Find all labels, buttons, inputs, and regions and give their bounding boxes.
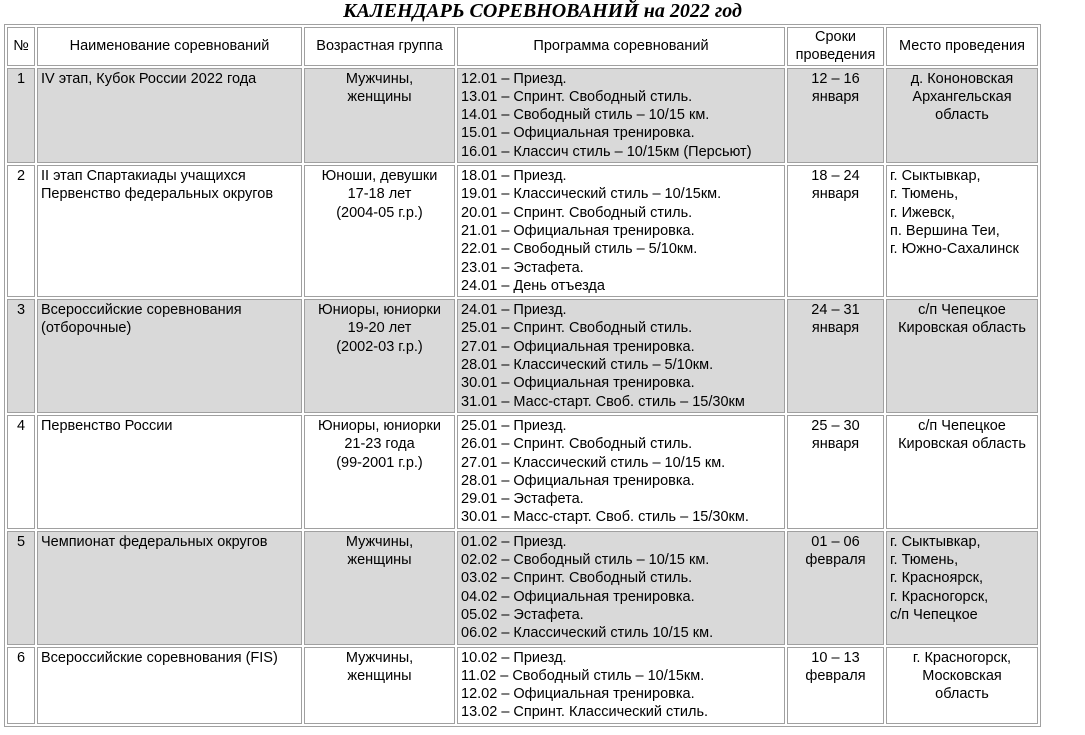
age-group-line: женщины <box>347 552 412 569</box>
program-line: 29.01 – Эстафета. <box>461 491 584 508</box>
competition-dates <box>787 299 884 413</box>
dates-line: 24 – 31 <box>811 302 860 319</box>
age-group-line: Мужчины, <box>345 70 414 87</box>
competition-dates <box>787 165 884 297</box>
program-line: 10.02 – Приезд. <box>461 649 567 666</box>
program-line: 31.01 – Масс-старт. Своб. стиль – 15/30км <box>461 393 745 410</box>
place-line: п. Вершина Теи, <box>890 222 1000 239</box>
dates-line: февраля <box>805 552 866 569</box>
competition-place <box>886 531 1038 645</box>
table-row <box>7 647 1038 724</box>
age-group-line: Юноши, девушки <box>321 168 438 185</box>
row-number: 5 <box>7 531 35 645</box>
page-title: КАЛЕНДАРЬ СОРЕВНОВАНИЙ на 2022 год <box>343 0 742 22</box>
program-line: 30.01 – Масс-старт. Своб. стиль – 15/30км. <box>461 509 749 526</box>
program-line: 12.02 – Официальная тренировка. <box>461 686 695 703</box>
competition-program <box>457 531 785 645</box>
age-group <box>304 531 455 645</box>
place-line: с/п Чепецкое <box>918 417 1006 434</box>
age-group-line: (2004-05 г.р.) <box>336 204 423 221</box>
competition-dates <box>787 415 884 529</box>
table-row <box>7 415 1038 529</box>
competition-program <box>457 68 785 163</box>
program-line: 21.01 – Официальная тренировка. <box>461 222 695 239</box>
program-line: 14.01 – Свободный стиль – 10/15 км. <box>461 107 710 124</box>
competition-program <box>457 299 785 413</box>
competition-program <box>457 647 785 724</box>
age-group <box>304 68 455 163</box>
program-line: 26.01 – Спринт. Свободный стиль. <box>461 436 693 453</box>
program-line: 28.01 – Классический стиль – 5/10км. <box>461 357 714 374</box>
competition-dates <box>787 647 884 724</box>
header-dates: Сроки проведения <box>787 27 884 66</box>
competition-program <box>457 415 785 529</box>
place-line: Кировская область <box>898 436 1026 453</box>
table-row <box>7 68 1038 163</box>
program-line: 11.02 – Свободный стиль – 10/15км. <box>461 667 705 684</box>
competition-name: II этап Спартакиады учащихся Первенство федеральных округов <box>37 165 302 297</box>
competition-dates <box>787 68 884 163</box>
program-line: 03.02 – Спринт. Свободный стиль. <box>461 570 693 587</box>
program-line: 13.02 – Спринт. Классический стиль. <box>461 704 709 721</box>
competition-name: Чемпионат федеральных округов <box>37 531 302 645</box>
program-line: 04.02 – Официальная тренировка. <box>461 588 695 605</box>
competition-name: Всероссийские соревнования (отборочные) <box>37 299 302 413</box>
program-line: 23.01 – Эстафета. <box>461 259 584 276</box>
header-number: № <box>7 27 35 66</box>
program-line: 13.01 – Спринт. Свободный стиль. <box>461 88 693 105</box>
place-line: Кировская область <box>898 320 1026 337</box>
dates-line: 18 – 24 <box>811 168 860 185</box>
competition-place <box>886 647 1038 724</box>
competition-place <box>886 165 1038 297</box>
header-name: Наименование соревнований <box>37 27 302 66</box>
competition-place <box>886 415 1038 529</box>
competition-name: IV этап, Кубок России 2022 года <box>37 68 302 163</box>
age-group-line: женщины <box>347 667 412 684</box>
table-row <box>7 531 1038 645</box>
place-line: Московская <box>922 667 1002 684</box>
dates-line: 10 – 13 <box>811 649 860 666</box>
program-line: 06.02 – Классический стиль 10/15 км. <box>461 625 714 642</box>
age-group-line: (99-2001 г.р.) <box>336 454 423 471</box>
header-program: Программа соревнований <box>457 27 785 66</box>
program-line: 24.01 – Приезд. <box>461 302 567 319</box>
row-number: 2 <box>7 165 35 297</box>
place-line: г. Ижевск, <box>890 204 955 221</box>
program-line: 22.01 – Свободный стиль – 5/10км. <box>461 241 698 258</box>
program-line: 27.01 – Официальная тренировка. <box>461 338 695 355</box>
age-group-line: Юниоры, юниорки <box>318 417 441 434</box>
age-group-line: Мужчины, <box>345 649 414 666</box>
place-line: г. Красноярск, <box>890 570 984 587</box>
dates-line: 12 – 16 <box>811 70 860 87</box>
age-group-line: женщины <box>347 88 412 105</box>
age-group <box>304 647 455 724</box>
place-line: г. Красногорск, <box>890 588 989 605</box>
program-line: 30.01 – Официальная тренировка. <box>461 375 695 392</box>
program-line: 20.01 – Спринт. Свободный стиль. <box>461 204 693 221</box>
program-line: 12.01 – Приезд. <box>461 70 567 87</box>
age-group-line: 21-23 года <box>344 436 415 453</box>
program-line: 25.01 – Спринт. Свободный стиль. <box>461 320 693 337</box>
row-number: 3 <box>7 299 35 413</box>
place-line: с/п Чепецкое <box>890 606 978 623</box>
row-number: 6 <box>7 647 35 724</box>
dates-line: февраля <box>805 667 866 684</box>
row-number: 4 <box>7 415 35 529</box>
program-line: 05.02 – Эстафета. <box>461 606 584 623</box>
program-line: 18.01 – Приезд. <box>461 168 567 185</box>
program-line: 25.01 – Приезд. <box>461 417 567 434</box>
age-group <box>304 299 455 413</box>
age-group-line: Мужчины, <box>345 533 414 550</box>
place-line: область <box>935 107 989 124</box>
age-group-line: Юниоры, юниорки <box>318 302 441 319</box>
place-line: г. Красногорск, <box>912 649 1012 666</box>
program-line: 27.01 – Классический стиль – 10/15 км. <box>461 454 726 471</box>
competition-calendar-table <box>4 24 1041 727</box>
dates-line: января <box>811 88 860 105</box>
place-line: д. Кононовская <box>910 70 1014 87</box>
competition-name: Первенство России <box>37 415 302 529</box>
dates-line: января <box>811 186 860 203</box>
dates-line: 01 – 06 <box>811 533 860 550</box>
place-line: область <box>935 686 989 703</box>
place-line: г. Тюмень, <box>890 552 959 569</box>
header-age-group: Возрастная группа <box>304 27 455 66</box>
place-line: с/п Чепецкое <box>918 302 1006 319</box>
program-line: 28.01 – Официальная тренировка. <box>461 472 695 489</box>
program-line: 01.02 – Приезд. <box>461 533 567 550</box>
dates-line: января <box>811 320 860 337</box>
age-group <box>304 165 455 297</box>
place-line: г. Тюмень, <box>890 186 959 203</box>
age-group-line: 19-20 лет <box>347 320 412 337</box>
table-row <box>7 165 1038 297</box>
place-line: Архангельская <box>912 88 1012 105</box>
header-place: Место проведения <box>886 27 1038 66</box>
competition-place <box>886 299 1038 413</box>
dates-line: января <box>811 436 860 453</box>
program-line: 15.01 – Официальная тренировка. <box>461 125 695 142</box>
dates-line: 25 – 30 <box>811 417 860 434</box>
program-line: 16.01 – Классич стиль – 10/15км (Персьют) <box>461 143 752 160</box>
competition-dates <box>787 531 884 645</box>
age-group-line: 17-18 лет <box>347 186 412 203</box>
competition-place <box>886 68 1038 163</box>
row-number: 1 <box>7 68 35 163</box>
place-line: г. Южно-Сахалинск <box>890 241 1019 258</box>
competition-name: Всероссийские соревнования (FIS) <box>37 647 302 724</box>
program-line: 02.02 – Свободный стиль – 10/15 км. <box>461 552 710 569</box>
competition-program <box>457 165 785 297</box>
place-line: г. Сыктывкар, <box>890 168 981 185</box>
program-line: 24.01 – День отъезда <box>461 277 605 294</box>
table-header-row <box>7 27 1038 66</box>
age-group-line: (2002-03 г.р.) <box>336 338 423 355</box>
age-group <box>304 415 455 529</box>
place-line: г. Сыктывкар, <box>890 533 981 550</box>
program-line: 19.01 – Классический стиль – 10/15км. <box>461 186 722 203</box>
table-row <box>7 299 1038 413</box>
